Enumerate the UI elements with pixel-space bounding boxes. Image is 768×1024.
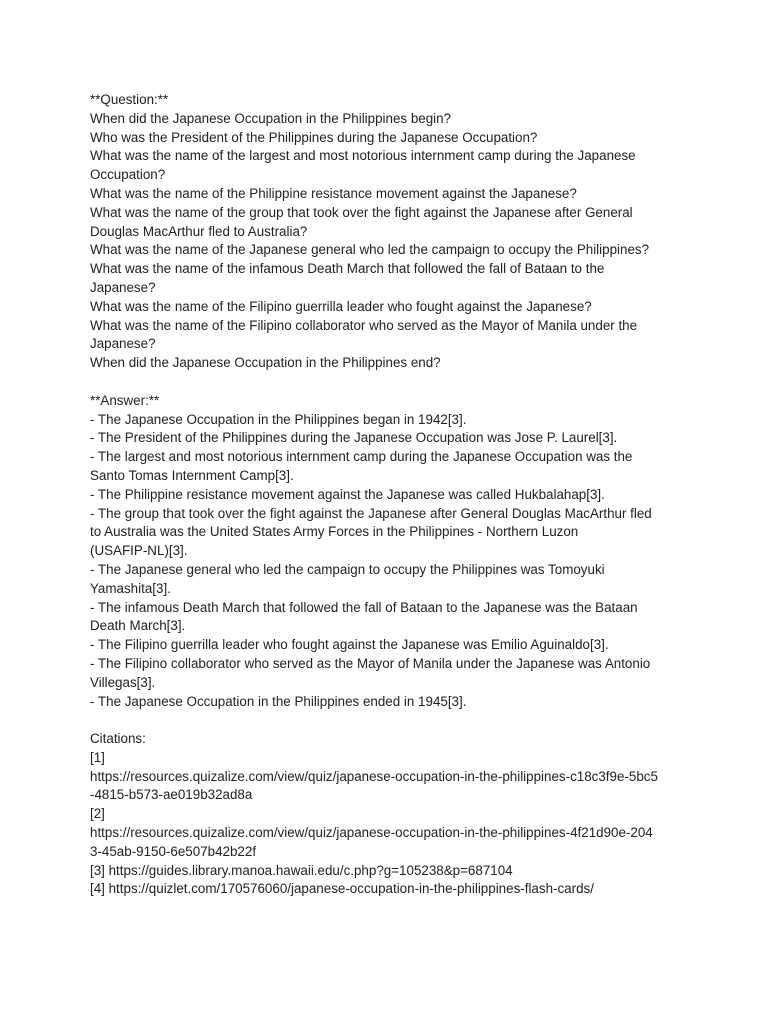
question-heading: **Question:** [90,92,169,107]
question-line: Japanese? [90,279,156,295]
spacer [90,711,680,730]
answer-line: Santo Tomas Internment Camp[3]. [90,467,294,483]
question-line: What was the name of the Filipino guerrilla leader who fought against the Japanese? [90,298,592,314]
question-line: What was the name of the Filipino collaborator who served as the Mayor of Manila under the [90,317,638,333]
question-line: Japanese? [90,336,156,352]
question-line: What was the name of the largest and most notorious internment camp during the Japanese [90,148,636,164]
citation-link[interactable]: -4815-b573-ae019b32ad8a [90,787,253,803]
answer-line: - The group that took over the fight against the Japanese after General Douglas MacArthur fled [90,505,652,521]
spacer [90,373,680,392]
citation-link[interactable]: [3] https://guides.library.manoa.hawaii.edu/c.php?g=105238&p=687104 [90,862,513,878]
question-line: When did the Japanese Occupation in the Philippines begin? [90,110,452,126]
answer-line: Villegas[3]. [90,674,156,690]
answer-line: - The Japanese Occupation in the Philippines began in 1942[3]. [90,411,467,427]
question-line: What was the name of the infamous Death March that followed the fall of Bataan to the [90,261,605,277]
document-body [90,91,680,899]
answer-line: - The Philippine resistance movement against the Japanese was called Hukbalahap[3]. [90,486,605,502]
citation-link[interactable]: [4] https://quizlet.com/170576060/japanese-occupation-in-the-philippines-flash-cards/ [90,881,594,897]
citation-list [90,749,680,899]
question-line: Who was the President of the Philippines during the Japanese Occupation? [90,129,538,145]
citation-link[interactable]: https://resources.quizalize.com/view/quiz/japanese-occupation-in-the-philippines-4f21d90e-204 [90,825,653,841]
answer-line: - The largest and most notorious internment camp during the Japanese Occupation was the [90,449,633,465]
citation-label: [2] [90,806,105,822]
question-list [90,110,680,373]
answer-line: (USAFIP-NL)[3]. [90,543,188,559]
answer-heading: **Answer:** [90,392,160,408]
answer-line: Yamashita[3]. [90,580,171,596]
answer-line: Death March[3]. [90,618,186,634]
question-line: When did the Japanese Occupation in the Philippines end? [90,355,441,371]
question-line: What was the name of the Philippine resistance movement against the Japanese? [90,185,577,201]
answer-line: - The Japanese Occupation in the Philippines ended in 1945[3]. [90,693,467,709]
citation-link[interactable]: https://resources.quizalize.com/view/quiz/japanese-occupation-in-the-philippines-c18c3f9e-5bc5 [90,768,658,784]
answer-line: - The Filipino collaborator who served as the Mayor of Manila under the Japanese was Antonio [90,655,651,671]
answer-line: - The Filipino guerrilla leader who fought against the Japanese was Emilio Aguinaldo[3]. [90,637,609,653]
question-line: Douglas MacArthur fled to Australia? [90,223,308,239]
question-line: What was the name of the group that took over the fight against the Japanese after General [90,204,633,220]
question-line: Occupation? [90,167,166,183]
answer-line: - The President of the Philippines during the Japanese Occupation was Jose P. Laurel[3]. [90,430,618,446]
answer-line: - The Japanese general who led the campaign to occupy the Philippines was Tomoyuki [90,561,605,577]
answer-line: - The infamous Death March that followed the fall of Bataan to the Japanese was the Bataan [90,599,638,615]
answer-line: to Australia was the United States Army Forces in the Philippines - Northern Luzon [90,524,579,540]
citation-link[interactable]: 3-45ab-9150-6e507b42b22f [90,843,257,859]
answer-list [90,411,680,712]
citations-heading: Citations: [90,731,146,747]
citation-label: [1] [90,749,105,765]
question-line: What was the name of the Japanese general who led the campaign to occupy the Philippines? [90,242,650,258]
